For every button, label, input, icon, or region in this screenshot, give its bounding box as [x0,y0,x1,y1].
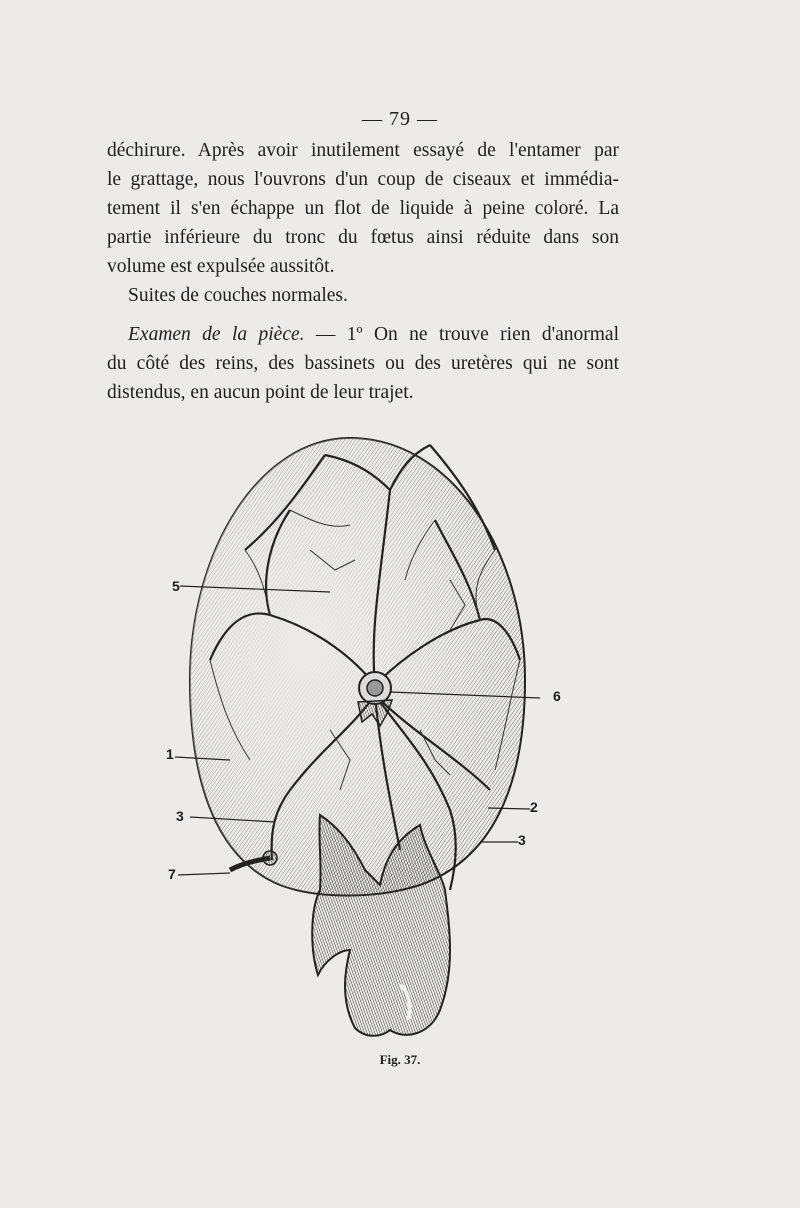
heading-continuation: — 1º On ne trouve rien d'anormal [315,324,620,345]
figure-label: 6 [553,688,561,704]
figure-label: 3 [176,808,184,824]
figure-label: 3 [518,832,526,848]
figure-label: 7 [168,866,176,882]
body-text [107,136,619,407]
figure-label: 2 [530,799,538,815]
text-line: déchirure. Après avoir inutilement essayé de l'entamer par [107,140,619,161]
anatomical-illustration [150,430,570,1050]
text-line: partie inférieure du tronc du fœtus ainsi réduite dans son [107,227,619,248]
section-heading: Examen de la pièce. [128,324,305,345]
text-line: distendus, en aucun point de leur trajet. [107,382,414,403]
text-line: volume est expulsée aussitôt. [107,256,335,277]
text-line: tement il s'en échappe un flot de liquide à peine coloré. La [107,198,619,219]
text-line [107,320,619,349]
text-line: du côté des reins, des bassinets ou des uretères qui ne sont [107,353,619,374]
figure-label: 1 [166,746,174,762]
figure-label: 5 [172,578,180,594]
page-number: — 79 — [362,108,438,130]
figure-caption: Fig. 37. [379,1052,421,1067]
text-line: le grattage, nous l'ouvrons d'un coup de ciseaux et immédia- [107,169,619,190]
paragraph-suites [107,281,619,310]
paragraph-text: Suites de couches normales. [128,285,348,306]
